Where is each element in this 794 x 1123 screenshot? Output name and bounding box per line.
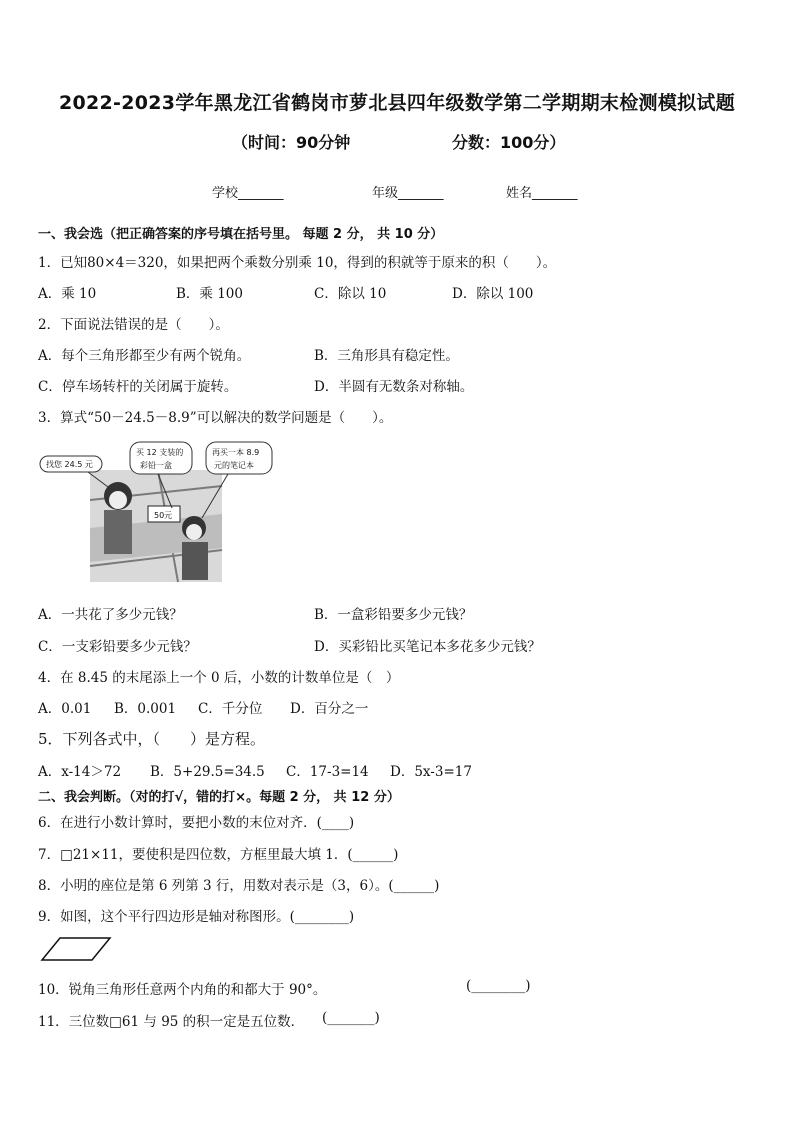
question-10: 10．锐角三角形任意两个内角的和都大于 90°。 — [38, 982, 327, 998]
q1-option-a: A．乘 10 — [38, 286, 97, 302]
q3-option-a: A．一共花了多少元钱？ — [38, 607, 183, 623]
money-note-label: 50元 — [154, 511, 173, 520]
question-2: 2．下面说法错误的是（ ）。 — [38, 317, 229, 333]
bubble-notebook-line2: 元的笔记本 — [214, 461, 254, 470]
q5-option-d: D．5x-3=17 — [390, 764, 472, 780]
school-field: 学校_______ — [212, 186, 284, 201]
q5-option-c: C．17-3=14 — [286, 764, 369, 780]
exam-score: 分数：100分） — [452, 133, 566, 152]
question-10-blank: (________) — [466, 978, 531, 994]
q2-option-a: A．每个三角形都至少有两个锐角。 — [38, 348, 251, 364]
question-11-blank: (_______) — [322, 1010, 380, 1026]
q1-option-d: D．除以 100 — [452, 286, 534, 302]
q4-option-b: B．0.001 — [114, 701, 177, 717]
q4-option-d: D．百分之一 — [290, 701, 369, 717]
bubble-change: 找您 24.5 元 — [46, 460, 93, 469]
parallelogram-figure — [40, 936, 112, 966]
bubble-pencils-line2: 彩铅一盒 — [140, 461, 172, 470]
q3-option-b: B．一盒彩铅要多少元钱？ — [314, 607, 473, 623]
question-7: 7．□21×11，要使积是四位数，方框里最大填 1．(______) — [38, 847, 399, 863]
q2-option-d: D．半圆有无数条对称轴。 — [314, 379, 474, 395]
question-9: 9．如图，这个平行四边形是轴对称图形。(________) — [38, 909, 355, 925]
q3-option-c: C．一支彩铅要多少元钱？ — [38, 639, 197, 655]
question-4: 4．在 8.45 的末尾添上一个 0 后，小数的计数单位是（ ） — [38, 670, 400, 686]
q5-option-a: A．x-14＞72 — [38, 764, 122, 780]
shopping-illustration — [38, 438, 278, 584]
q4-option-a: A．0.01 — [38, 701, 92, 717]
section-2-heading: 二、我会判断。（对的打√，错的打×。每题 2 分， 共 12 分） — [38, 790, 400, 805]
question-8: 8．小明的座位是第 6 列第 3 行，用数对表示是（3，6）。(______) — [38, 878, 440, 894]
question-5: 5．下列各式中，（ ）是方程。 — [38, 730, 266, 748]
q1-option-c: C．除以 10 — [314, 286, 387, 302]
q2-option-b: B．三角形具有稳定性。 — [314, 348, 459, 364]
q4-option-c: C．千分位 — [198, 701, 263, 717]
q3-option-d: D．买彩铅比买笔记本多花多少元钱？ — [314, 639, 541, 655]
section-1-heading: 一、我会选（把正确答案的序号填在括号里。 每题 2 分， 共 10 分） — [38, 227, 444, 242]
question-6: 6．在进行小数计算时，要把小数的末位对齐．(____) — [38, 815, 355, 831]
q1-option-b: B．乘 100 — [176, 286, 243, 302]
question-1: 1．已知80×4＝320，如果把两个乘数分别乘 10，得到的积就等于原来的积（ ）。 — [38, 255, 557, 271]
question-3: 3．算式“50－24.5－8.9”可以解决的数学问题是（ ）。 — [38, 410, 393, 426]
exam-title: 2022-2023学年黑龙江省鹤岗市萝北县四年级数学第二学期期末检测模拟试题 — [58, 92, 736, 114]
question-11: 11．三位数□61 与 95 的积一定是五位数． — [38, 1014, 305, 1030]
q2-option-c: C．停车场转杆的关闭属于旋转。 — [38, 379, 238, 395]
q5-option-b: B．5+29.5=34.5 — [150, 764, 265, 780]
bubble-pencils-line1: 买 12 支装的 — [136, 448, 184, 457]
name-field: 姓名_______ — [506, 186, 578, 201]
grade-field: 年级_______ — [372, 186, 444, 201]
exam-time: （时间：90分钟 — [232, 133, 351, 152]
bubble-notebook-line1: 再买一本 8.9 — [212, 448, 260, 457]
